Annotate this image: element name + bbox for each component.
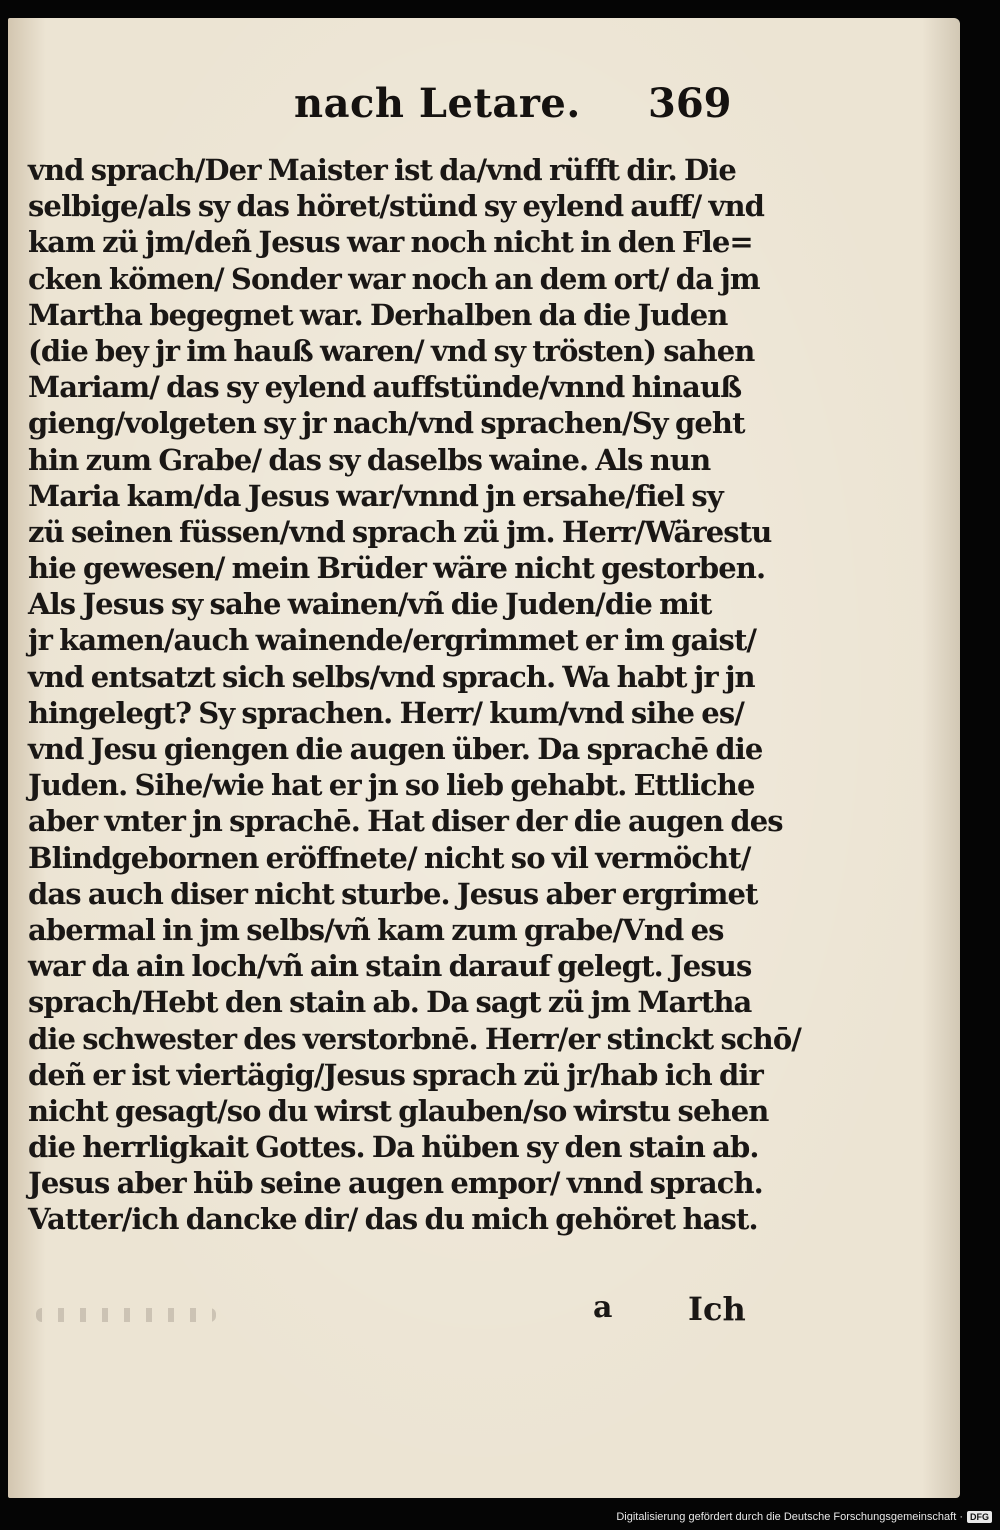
text-line: Martha begegnet war. Derhalben da die Juden xyxy=(28,297,728,332)
page-header xyxy=(8,80,960,140)
text-line: (die bey jr im hauß waren/ vnd sy trösten) sahen xyxy=(28,333,755,368)
running-head: nach Letare. xyxy=(294,80,581,127)
text-line: gieng/volgeten sy jr nach/vnd sprachen/Sy geht xyxy=(28,406,745,441)
dfg-logo: DFG xyxy=(967,1511,992,1523)
page-number: 369 xyxy=(648,80,732,127)
text-line: Maria kam/da Jesus war/vnnd jn ersahe/fiel sy xyxy=(28,478,723,513)
text-line: abermal in jm selbs/vñ kam zum grabe/Vnd es xyxy=(28,912,724,947)
text-line: hie gewesen/ mein Brüder wäre nicht gestorben. xyxy=(28,551,766,586)
text-line: Als Jesus sy sahe wainen/vñ die Juden/die mit xyxy=(28,587,712,622)
text-line: Vatter/ich dancke dir/ das du mich gehöret hast. xyxy=(28,1202,758,1237)
text-line: vnd entsatzt sich selbs/vnd sprach. Wa habt jr jn xyxy=(28,659,755,694)
catchword: Ich xyxy=(688,1290,746,1328)
text-line: kam zü jm/deñ Jesus war noch nicht in den Fle= xyxy=(28,225,753,260)
text-line: vnd sprach/Der Maister ist da/vnd rüfft dir. Die xyxy=(28,153,736,187)
digitization-credit xyxy=(616,1508,992,1526)
text-line: Mariam/ das sy eylend auffstünde/vnnd hinauß xyxy=(28,370,742,405)
text-line: jr kamen/auch wainende/ergrimmet er im gaist/ xyxy=(28,623,757,658)
text-line: cken kömen/ Sonder war noch an dem ort/ da jm xyxy=(28,261,760,296)
body-text xyxy=(28,152,801,1238)
text-line: hingelegt? Sy sprachen. Herr/ kum/vnd sihe es/ xyxy=(28,695,744,730)
text-line: zü seinen füssen/vnd sprach zü jm. Herr/Wärestu xyxy=(28,514,772,549)
text-line: war da ain loch/vñ ain stain darauf gelegt. Jesus xyxy=(28,949,752,984)
book-page xyxy=(8,18,960,1498)
text-line: vnd Jesu giengen die augen über. Da sprachē die xyxy=(28,732,763,766)
text-line: die herrligkait Gottes. Da hüben sy den stain ab. xyxy=(28,1130,759,1165)
text-line: das auch diser nicht sturbe. Jesus aber ergrimet xyxy=(28,876,758,911)
text-line: Blindgebornen eröffnete/ nicht so vil vermöcht/ xyxy=(28,840,751,875)
signature-mark: a xyxy=(593,1290,613,1325)
text-line: Jesus aber hüb seine augen empor/ vnnd sprach. xyxy=(28,1166,763,1201)
text-line: nicht gesagt/so du wirst glauben/so wirstu sehen xyxy=(28,1093,769,1128)
text-line: Juden. Sihe/wie hat er jn so lieb gehabt. Ettliche xyxy=(28,768,755,803)
text-line: deñ er ist viertägig/Jesus sprach zü jr/hab ich dir xyxy=(28,1057,763,1092)
faded-ink-mark xyxy=(36,1308,216,1322)
text-line: hin zum Grabe/ das sy daselbs waine. Als nun xyxy=(28,442,711,477)
credit-text: Digitalisierung gefördert durch die Deutsche Forschungsgemeinschaft · xyxy=(616,1511,963,1523)
text-line: sprach/Hebt den stain ab. Da sagt zü jm Martha xyxy=(28,985,752,1020)
text-line: selbige/als sy das höret/stünd sy eylend auff/ vnd xyxy=(28,189,765,224)
text-line: die schwester des verstorbnē. Herr/er stinckt schō/ xyxy=(28,1021,801,1056)
text-line: aber vnter jn sprachē. Hat diser der die augen des xyxy=(28,804,783,839)
